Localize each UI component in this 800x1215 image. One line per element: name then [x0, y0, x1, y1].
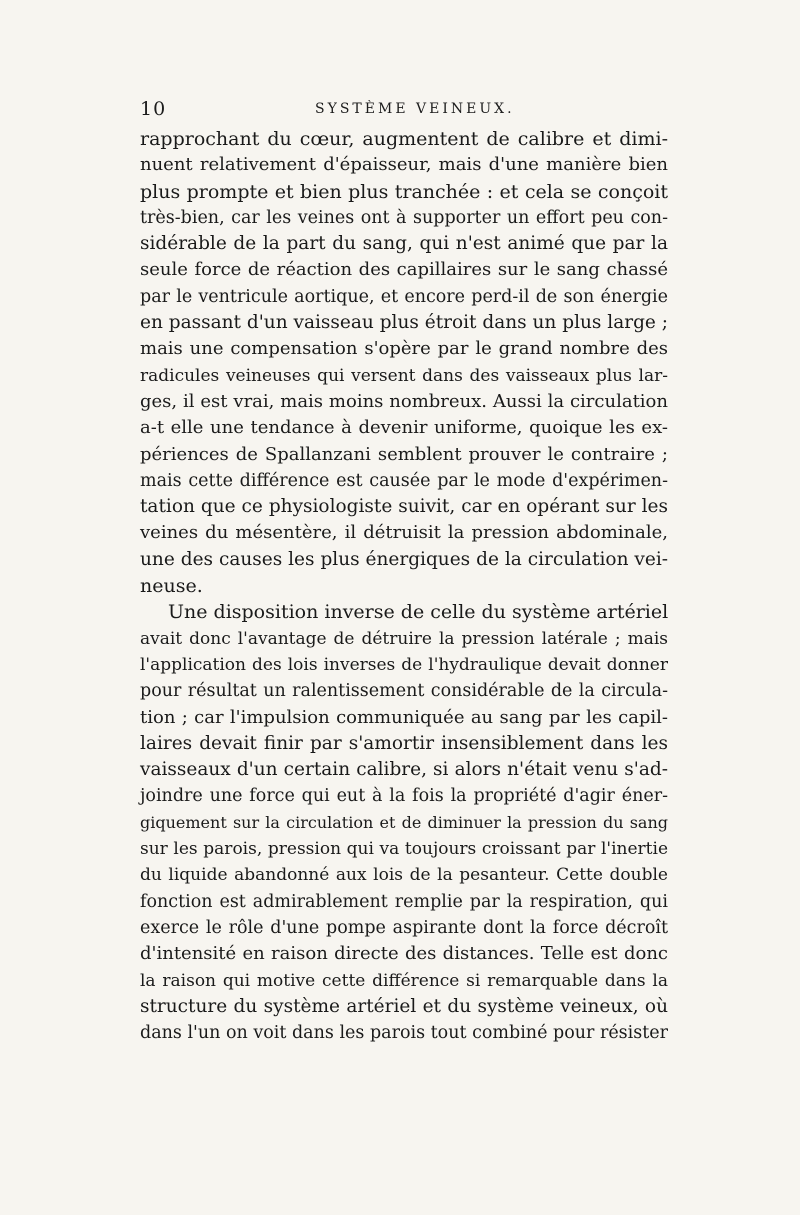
text-line: tion ; car l'impulsion communiquée au sang par les capil-	[140, 706, 668, 728]
text-line: radicules veineuses qui versent dans des vaisseaux plus lar-	[140, 365, 668, 386]
text-line: ges, il est vrai, mais moins nombreux. Aussi la circulation	[140, 390, 668, 412]
text-line: avait donc l'avantage de détruire la pression latérale ; mais	[140, 628, 668, 649]
text-line: veines du mésentère, il détruisit la pression abdominale,	[140, 522, 668, 544]
text-line: en passant d'un vaisseau plus étroit dans un plus large ;	[140, 312, 668, 334]
text-line: structure du système artériel et du système veineux, où	[140, 995, 668, 1017]
page-number: 10	[140, 98, 167, 120]
text-line: pour résultat un ralentissement considérable de la circula-	[140, 681, 668, 702]
running-head	[140, 98, 668, 122]
text-line: une des causes les plus énergiques de la circulation vei-	[140, 548, 668, 570]
text-line: plus prompte et bien plus tranchée : et cela se conçoit	[140, 180, 668, 203]
text-line: a-t elle une tendance à devenir uniforme, quoique les ex-	[140, 417, 668, 439]
text-line: mais cette différence est causée par le mode d'expérimen-	[140, 470, 668, 491]
text-line: exerce le rôle d'une pompe aspirante dont la force décroît	[140, 917, 668, 938]
text-line: très-bien, car les veines ont à supporter un effort peu con-	[140, 207, 668, 228]
text-line: mais une compensation s'opère par le grand nombre des	[140, 338, 668, 360]
text-line: dans l'un on voit dans les parois tout combiné pour résister	[140, 1023, 668, 1044]
text-line: d'intensité en raison directe des distances. Telle est donc	[140, 943, 668, 965]
text-line: neuse.	[140, 575, 203, 598]
text-line: la raison qui motive cette différence si remarquable dans la	[140, 970, 668, 991]
text-line: fonction est admirablement remplie par la respiration, qui	[140, 891, 668, 912]
text-line: laires devait finir par s'amortir insensiblement dans les	[140, 732, 668, 754]
text-line: rapprochant du cœur, augmentent de calibre et dimi-	[140, 128, 668, 150]
text-line: sur les parois, pression qui va toujours croissant par l'inertie	[140, 839, 668, 860]
text-line: par le ventricule aortique, et encore perd-il de son énergie	[140, 286, 668, 307]
text-line: périences de Spallanzani semblent prouver le contraire ;	[140, 443, 668, 465]
text-line: giquement sur la circulation et de diminuer la pression du sang	[140, 812, 668, 832]
running-title: SYSTÈME VEINEUX.	[315, 101, 515, 117]
text-line: vaisseaux d'un certain calibre, si alors n'était venu s'ad-	[140, 759, 668, 781]
text-line: tation que ce physiologiste suivit, car en opérant sur les	[140, 496, 668, 518]
text-line: l'application des lois inverses de l'hydraulique devait donner	[140, 654, 668, 675]
text-line: sidérable de la part du sang, qui n'est animé que par la	[140, 233, 668, 255]
body-text	[140, 126, 668, 1046]
text-line: nuent relativement d'épaisseur, mais d'une manière bien	[140, 154, 668, 176]
text-line: seule force de réaction des capillaires sur le sang chassé	[140, 259, 668, 281]
text-line: joindre une force qui eut à la fois la propriété d'agir éner-	[140, 786, 668, 807]
text-line: du liquide abandonné aux lois de la pesanteur. Cette double	[140, 865, 668, 886]
text-line: Une disposition inverse de celle du système artériel	[168, 601, 669, 624]
